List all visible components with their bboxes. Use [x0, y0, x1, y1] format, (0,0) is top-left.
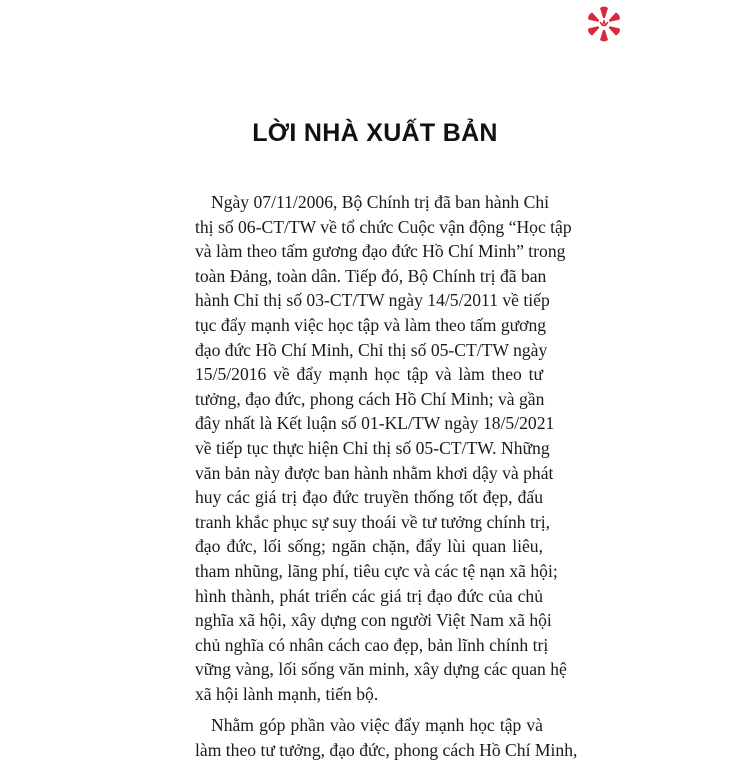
- text-line: hành Chỉ thị số 03-CT/TW ngày 14/5/2011 về tiếp: [195, 290, 550, 311]
- text-line: đạo đức Hồ Chí Minh, Chỉ thị số 05-CT/TW ngày: [195, 339, 548, 360]
- text-line: huy các giá trị đạo đức truyền thống tốt đẹp, đấu: [195, 487, 543, 508]
- paragraph-1: [195, 190, 572, 706]
- text-line: về tiếp tục thực hiện Chỉ thị số 05-CT/TW. Những: [195, 437, 550, 458]
- text-line: Nhằm góp phần vào việc đẩy mạnh học tập và: [211, 715, 543, 736]
- text-line: hình thành, phát triển các giá trị đạo đức của chủ: [195, 585, 543, 606]
- text-line: 15/5/2016 về đẩy mạnh học tập và làm theo tư: [195, 364, 543, 385]
- page-title: LỜI NHÀ XUẤT BẢN: [252, 119, 498, 147]
- text-line: tưởng, đạo đức, phong cách Hồ Chí Minh; và gần: [195, 388, 545, 409]
- paragraph-2: [195, 713, 578, 762]
- text-line: tham nhũng, lãng phí, tiêu cực và các tệ nạn xã hội;: [195, 560, 558, 581]
- text-line: vững vàng, lối sống văn minh, xây dựng các quan hệ: [195, 659, 567, 680]
- text-line: làm theo tư tưởng, đạo đức, phong cách Hồ Chí Minh,: [195, 740, 578, 761]
- text-line: văn bản này được ban hành nhằm khơi dậy và phát: [195, 462, 554, 483]
- text-line: chủ nghĩa có nhân cách cao đẹp, bản lĩnh chính trị: [195, 634, 549, 655]
- text-line: tục đẩy mạnh việc học tập và làm theo tấm gương: [195, 314, 547, 335]
- text-line: toàn Đảng, toàn dân. Tiếp đó, Bộ Chính trị đã ban: [195, 265, 547, 286]
- text-line: đạo đức, lối sống; ngăn chặn, đẩy lùi quan liêu,: [195, 536, 543, 557]
- text-line: xã hội lành mạnh, tiến bộ.: [195, 683, 379, 704]
- text-line: Ngày 07/11/2006, Bộ Chính trị đã ban hành Chỉ: [211, 192, 550, 212]
- text-line: tranh khắc phục sự suy thoái về tư tưởng chính trị,: [195, 511, 551, 532]
- text-line: đây nhất là Kết luận số 01-KL/TW ngày 18/5/2021: [195, 413, 555, 434]
- text-line: nghĩa xã hội, xây dựng con người Việt Nam xã hội: [195, 610, 552, 631]
- publisher-flower-logo-icon: [586, 6, 622, 42]
- text-line: và làm theo tấm gương đạo đức Hồ Chí Minh” trong: [195, 241, 566, 262]
- body-text: [195, 190, 578, 770]
- text-line: thị số 06-CT/TW về tổ chức Cuộc vận động “Học tập: [195, 216, 572, 237]
